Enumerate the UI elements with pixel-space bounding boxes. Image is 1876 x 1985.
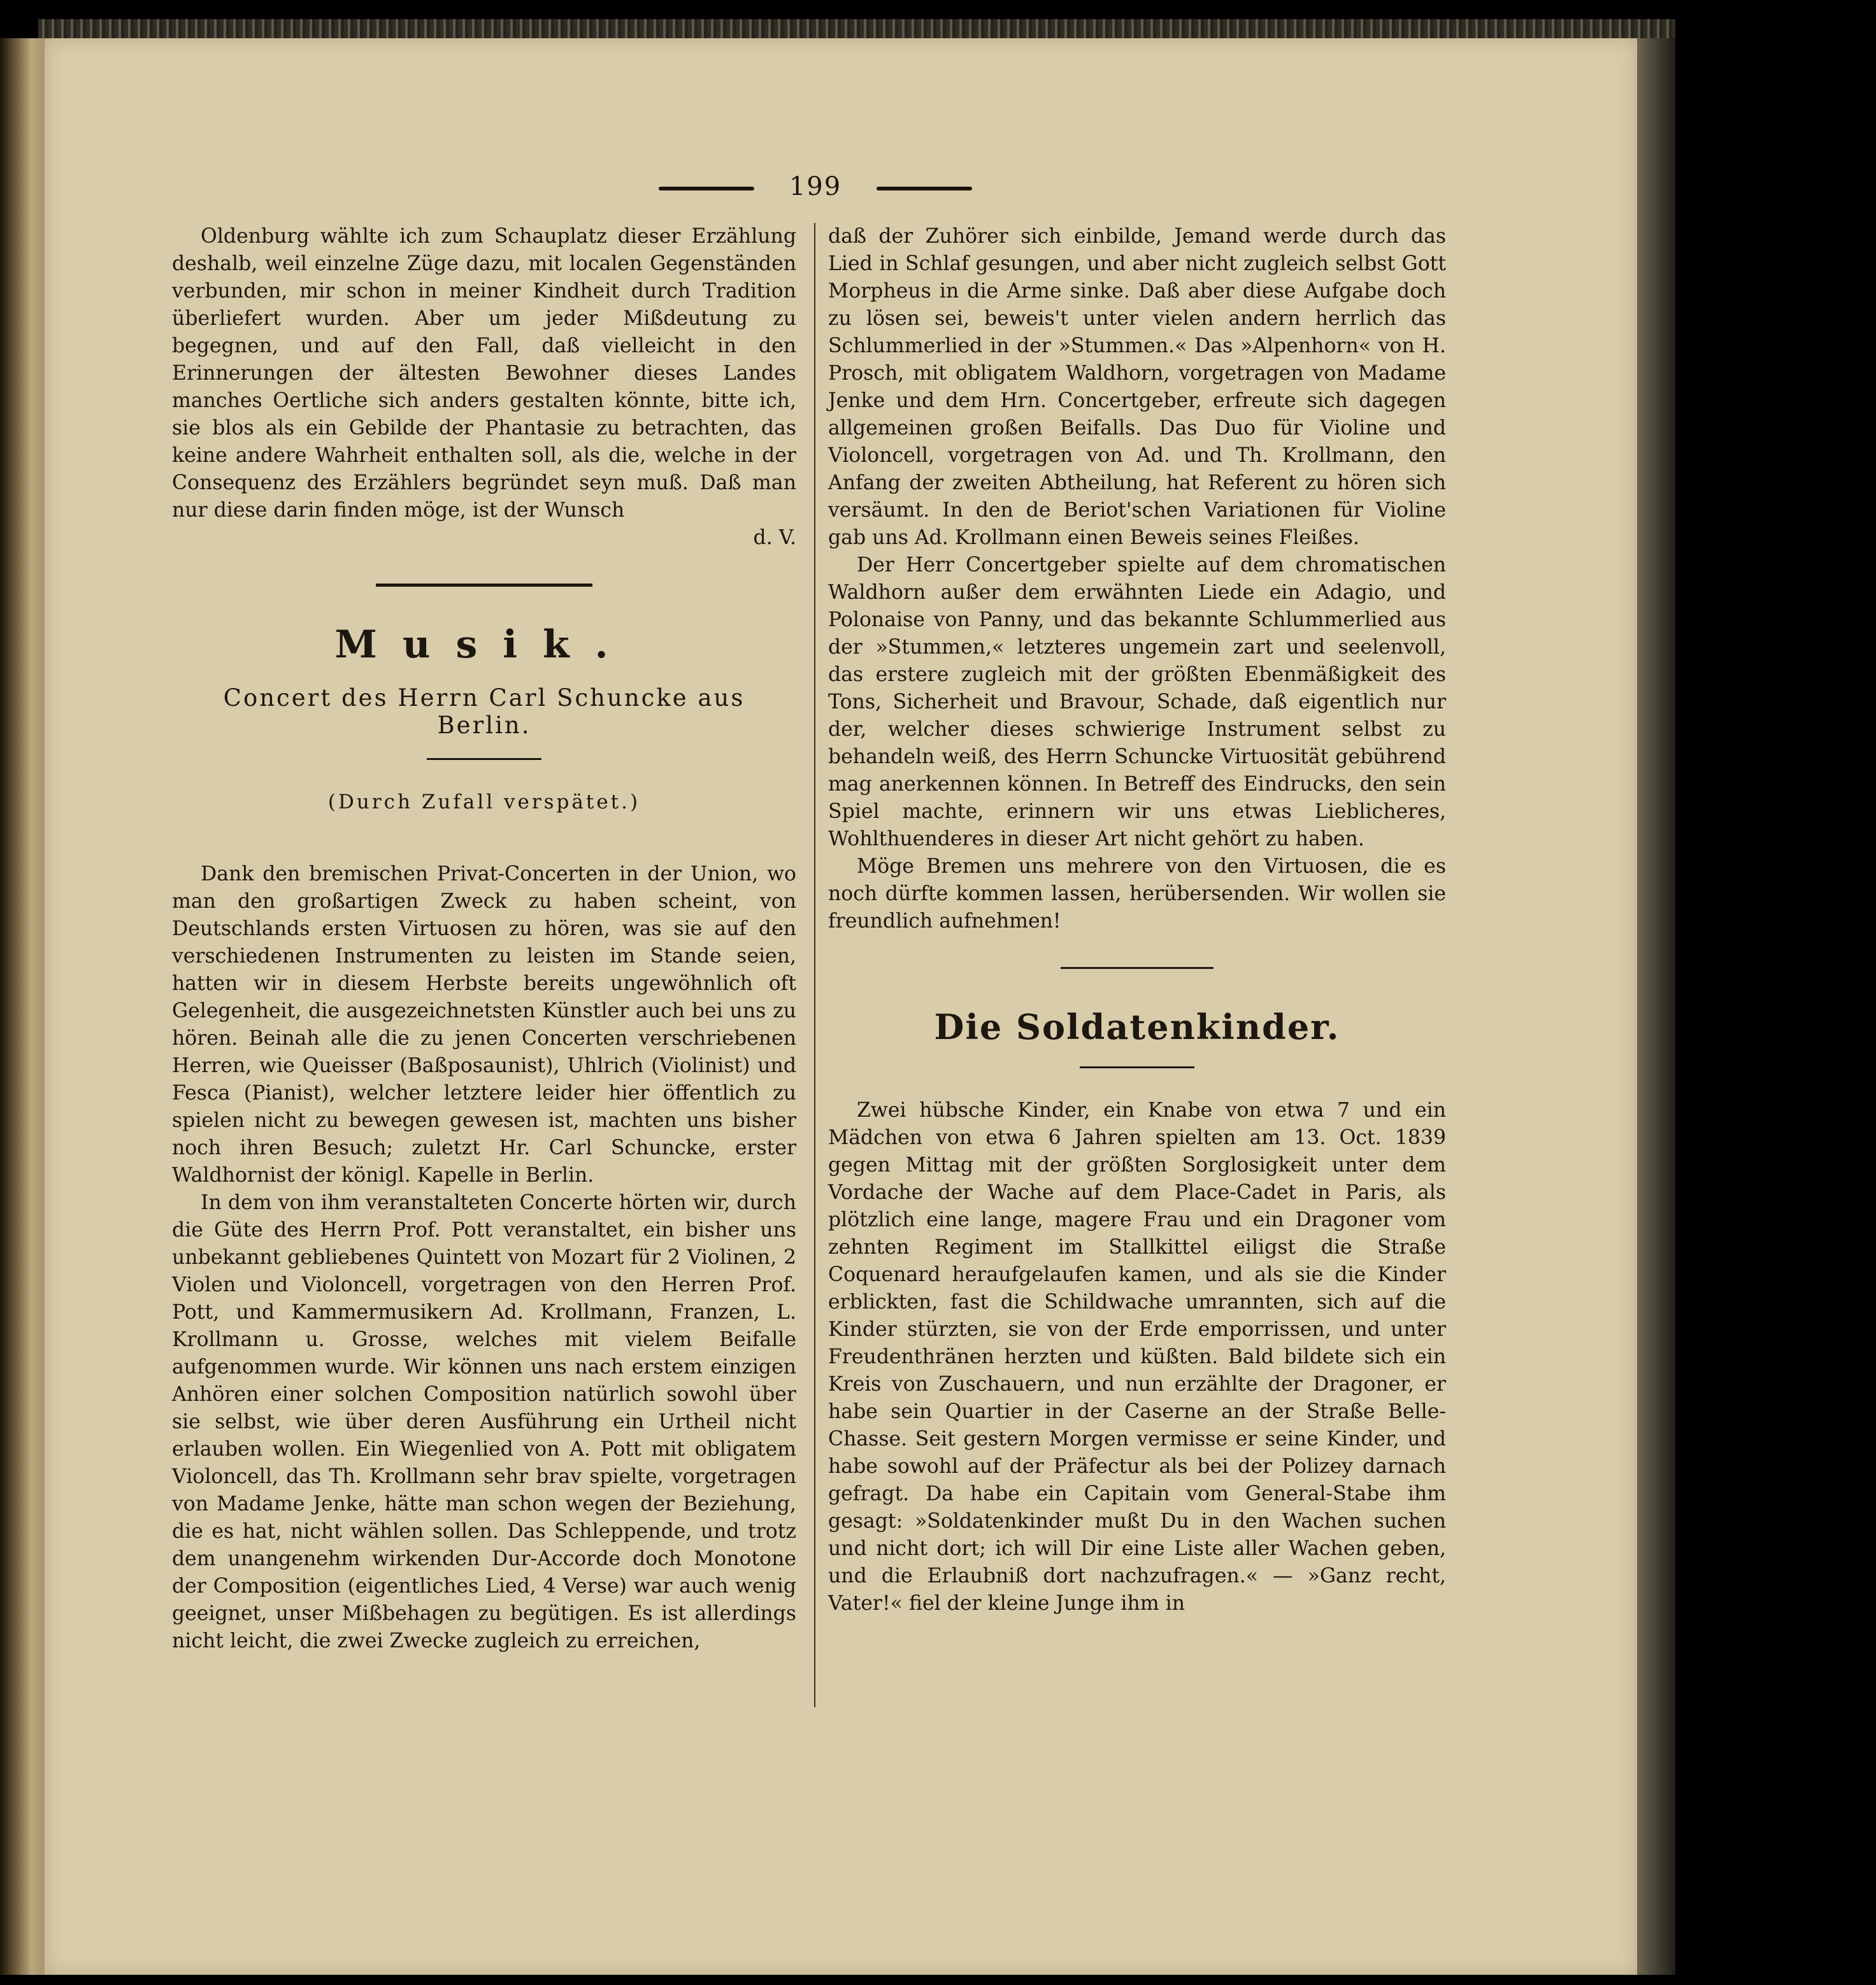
section-title: Musik. — [334, 622, 634, 667]
left-column — [172, 223, 796, 1655]
section-separator — [376, 584, 592, 587]
book-cover-edge — [1637, 38, 1675, 1975]
page-header — [637, 172, 994, 201]
body-paragraph: Der Herr Concertgeber spielte auf dem chromatischen Waldhorn außer dem erwähnten Liede ein Adagio, und Polonaise von Panny, und das bekannte Schlummerlied aus der »Stummen,« letzteres ungemein zart und seelenvoll, das erstere zugleich mit der größten Ebenmäßigkeit des Tons, Sicherheit und Bravour, Schade, daß eigentlich nur der, welcher dieses schwierige Instrument selbst zu behandeln weiß, des Herrn Schuncke Virtuosität gebührend mag anerkennen können. In Betreff des Eindrucks, den sein Spiel machte, erinnern wir uns etwas Lieblicheres, Wohlthuenderes in dieser Art nicht gehört zu haben. — [828, 554, 1446, 850]
body-paragraph: Dank den bremischen Privat-Concerten in der Union, wo man den großartigen Zweck zu haben scheint, von Deutschlands ersten Virtuosen zu hören, was sie auf den verschiedenen Instrumenten zu leisten im Stande seien, hatten wir in diesem Herbste bereits ungewöhnlich oft Gelegenheit, die ausgezeichnetsten Künstler auch bei uns zu hören. Beinah alle die zu jenen Concerten verschriebenen Herren, wie Queisser (Baßposaunist), Uhlrich (Violinist) und Fesca (Pianist), welcher letztere leider hier öffentlich zu spielen nicht zu bewegen gewesen ist, machten uns bisher noch ihren Besuch; zuletzt Hr. Carl Schuncke, erster Waldhornist der königl. Kapelle in Berlin. — [172, 863, 796, 1187]
body-paragraph: Möge Bremen uns mehrere von den Virtuosen, die es noch dürfte kommen lassen, herübersenden. Wir wollen sie freundlich aufnehmen! — [828, 855, 1446, 933]
header-left-ornament — [659, 187, 754, 190]
column-divider — [814, 223, 815, 1707]
article-title: Die Soldatenkinder. — [934, 1007, 1340, 1047]
left-page-edge — [0, 38, 45, 1975]
header-right-ornament — [877, 187, 972, 190]
editorial-note: (Durch Zufall verspätet.) — [327, 791, 641, 813]
subtitle-rule — [427, 758, 541, 760]
body-paragraph: In dem von ihm veranstalteten Concerte hörten wir, durch die Güte des Herrn Prof. Pott veranstaltet, ein bisher uns unbekannt gebliebenes Quintett von Mozart für 2 Violinen, 2 Violen und Violoncell, vorgetragen von den Herren Prof. Pott, und Kammermusikern Ad. Krollmann, Franzen, L. Krollmann u. Grosse, welches mit vielem Beifalle aufgenommen wurde. Wir können uns nach erstem einzigen Anhören einer solchen Composition natürlich sowohl über sie selbst, wie über deren Ausführung ein Urtheil nicht erlauben wollen. Ein Wiegenlied von A. Pott mit obligatem Violoncell, das Th. Krollmann sehr brav spielte, vorgetragen von Madame Jenke, hätte man schon wegen der Beziehung, die es hat, nicht wählen sollen. Das Schleppende, und trotz dem unangenehm wirkenden Dur-Accorde doch Monotone der Composition (eigentliches Lied, 4 Verse) war auch wenig geeignet, unser Mißbehagen zu begütigen. Es ist allerdings nicht leicht, die zwei Zwecke zugleich zu erreichen, — [172, 1191, 796, 1652]
title-rule — [1080, 1066, 1194, 1068]
article-subtitle: Concert des Herrn Carl Schuncke aus Berlin. — [223, 684, 745, 739]
body-paragraph: daß der Zuhörer sich einbilde, Jemand werde durch das Lied in Schlaf gesungen, und aber nicht zugleich selbst Gott Morpheus in die Arme sinke. Daß aber diese Aufgabe doch zu lösen sei, beweis't unter vielen andern herrlich das Schlummerlied in der »Stummen.« Das »Alpenhorn« von H. Prosch, mit obligatem Waldhorn, vorgetragen von Madame Jenke und dem Hrn. Concertgeber, erfreute sich dagegen allgemeinen großen Beifalls. Das Duo für Violine und Violoncell, vorgetragen von Ad. und Th. Krollmann, den Anfang der zweiten Abtheilung, hat Referent zu hören sich versäumt. In den de Beriot'schen Variationen für Violine gab uns Ad. Krollmann einen Beweis seines Fleißes. — [828, 225, 1446, 549]
right-column — [828, 223, 1446, 1617]
article-end-rule — [1061, 967, 1214, 969]
page-number: 199 — [789, 172, 842, 201]
author-signature: d. V. — [753, 526, 796, 549]
body-paragraph: Zwei hübsche Kinder, ein Knabe von etwa 7 und ein Mädchen von etwa 6 Jahren spielten am 13. Oct. 1839 gegen Mittag mit der größten Sorglosigkeit unter dem Vordache der Wache auf dem Place-Cadet in Paris, als plötzlich eine lange, magere Frau und ein Dragoner vom zehnten Regiment im Stallkittel eiligst die Straße Coquenard heraufgelaufen kamen, und als sie die Kinder erblickten, fast die Schildwache umrannten, sich auf die Kinder stürzten, sie von der Erde emporrissen, und unter Freudenthränen herzten und küßten. Bald bildete sich ein Kreis von Zuschauern, und nun erzählte der Dragoner, er habe sein Quartier in der Caserne an der Straße Belle-Chasse. Seit gestern Morgen vermisse er seine Kinder, und habe sowohl auf der Präfectur als bei der Polizey darnach gefragt. Da habe ein Capitain vom General-Stabe ihm gesagt: »Soldatenkinder mußt Du in den Wachen suchen und nicht dort; ich will Dir eine Liste aller Wachen geben, und die Erlaubniß dort nachzufragen.« — »Ganz recht, Vater!« fiel der kleine Junge ihm in — [828, 1099, 1446, 1615]
intro-paragraph: Oldenburg wählte ich zum Schauplatz dieser Erzählung deshalb, weil einzelne Züge dazu, mit localen Gegenständen verbunden, mir schon in meiner Kindheit durch Tradition überliefert wurden. Aber um jeder Mißdeutung zu begegnen, und auf den Fall, daß vielleicht in den Erinnerungen der ältesten Bewohner dieses Landes manches Oertliche sich anders gestalten könnte, bitte ich, sie blos als ein Gebilde der Phantasie zu betrachten, das keine andere Wahrheit enthalten soll, als die, welche in der Consequenz des Erzählers begründet seyn muß. Daß man nur diese darin finden möge, ist der Wunsch — [172, 225, 796, 522]
